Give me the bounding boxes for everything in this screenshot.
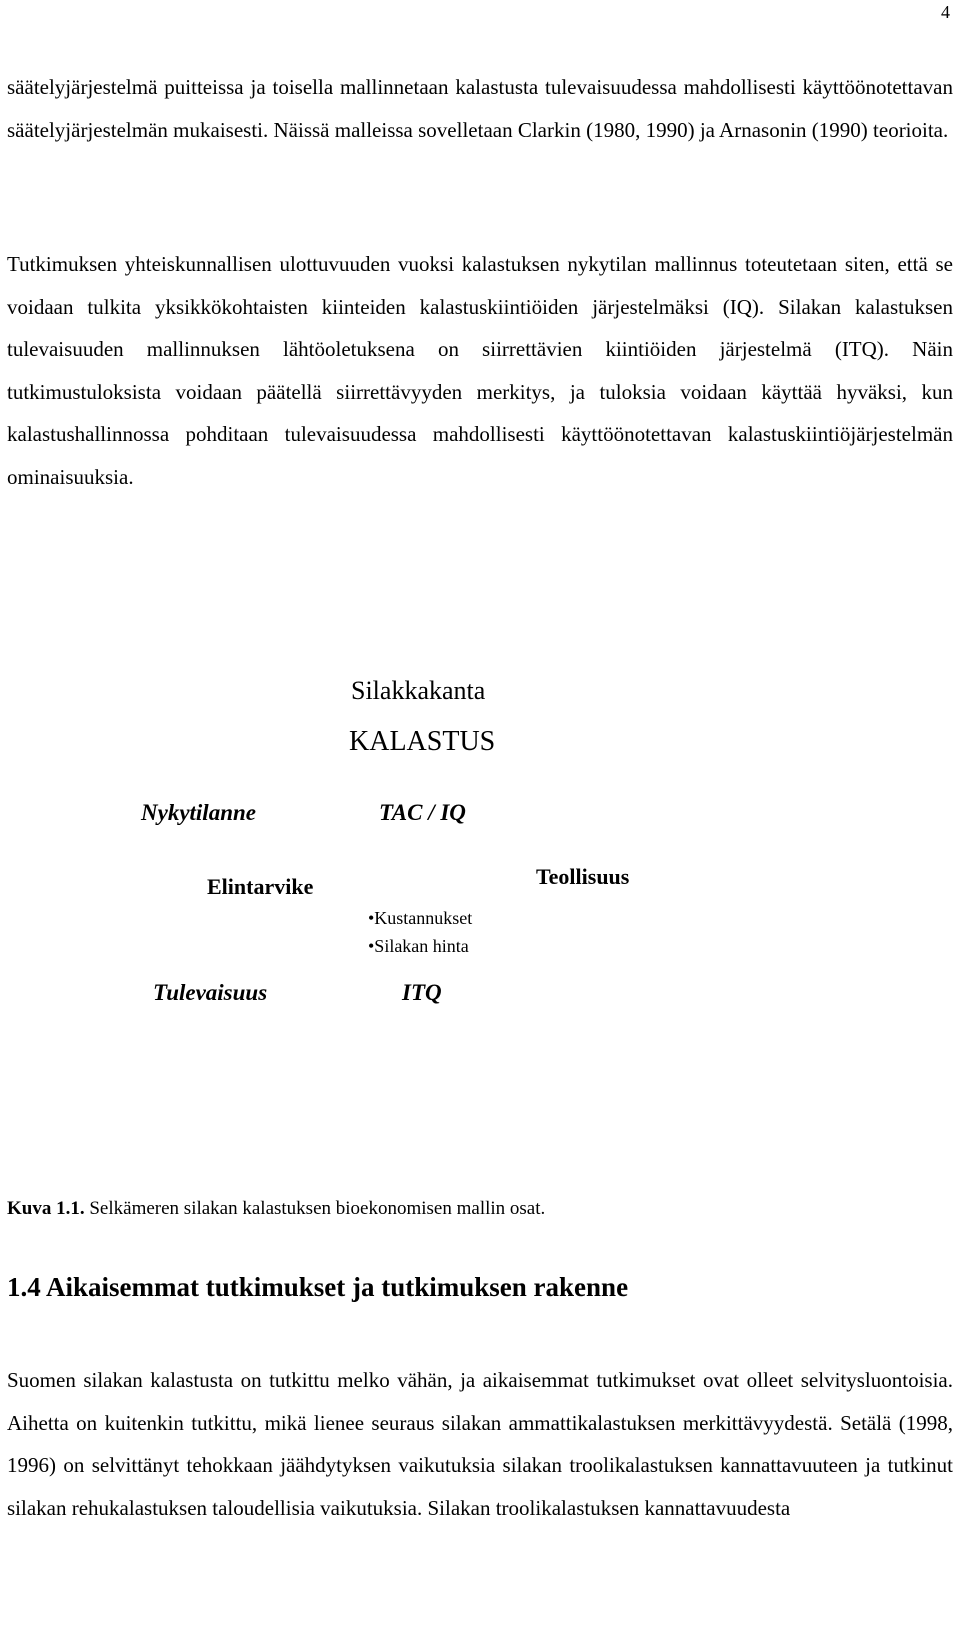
label-tac-iq: TAC / IQ [379,800,466,825]
figure-caption [7,1198,545,1220]
label-industry: Teollisuus [536,864,630,889]
figure-bullet-list [368,904,472,960]
label-future: Tulevaisuus [153,980,268,1005]
label-food: Elintarvike [207,874,314,899]
figure-model-diagram [0,650,960,1070]
bullet-costs: •Kustannukset [368,908,473,928]
page-number: 4 [941,2,950,22]
paragraph-previous-studies: Suomen silakan kalastusta on tutkittu melko vähän, ja aikaisemmat tutkimukset ovat olleet selvitysluontoisia. Aihetta on kuitenkin tutkittu, mikä lienee seuraus silakan ammattikalastuksen merkittävyydestä. Setälä (1998, 1996) on selvittänyt tehokkaan jäähdytyksen vaikutuksia silakan troolikalastuksen kannattavuuteen ja tutkinut silakan rehukalastuksen taloudellisia vaikutuksia. Silakan troolikalastuksen kannattavuudesta [7,1368,953,1520]
figure-subtitle: KALASTUS [349,726,496,757]
paragraph-intro: säätelyjärjestelmä puitteissa ja toisella mallinnetaan kalastusta tulevaisuudessa mahdollisesti käyttöönotettavan säätelyjärjestelmän mukaisesti. Näissä malleissa sovelletaan Clarkin (1980, 1990) ja Arnasonin (1990) teorioita. [7,75,953,142]
label-itq: ITQ [402,980,442,1005]
label-current-state: Nykytilanne [141,800,256,825]
caption-text: Selkämeren silakan kalastuksen bioekonomisen mallin osat. [84,1198,546,1219]
paragraph-modeling: Tutkimuksen yhteiskunnallisen ulottuvuuden vuoksi kalastuksen nykytilan mallinnus toteutetaan siten, että se voidaan tulkita yksikkökohtaisten kiinteiden kalastuskiintiöiden järjestelmäksi (IQ). Silakan kalastuksen tulevaisuuden mallinnuksen lähtöoletuksena on siirrettävien kiintiöiden järjestelmä (ITQ). Näin tutkimustuloksista voidaan päätellä siirrettävyyden merkitys, ja tuloksia voidaan käyttää hyväksi, kun kalastushallinnossa pohditaan tulevaisuudessa mahdollisesti käyttöönotettavan kalastuskiintiöjärjestelmän ominaisuuksia. [7,252,953,489]
bullet-herring-price: •Silakan hinta [368,936,469,956]
caption-label: Kuva 1.1. [7,1198,85,1219]
figure-title: Silakkakanta [351,676,486,705]
section-heading: 1.4 Aikaisemmat tutkimukset ja tutkimuksen rakenne [7,1272,629,1302]
